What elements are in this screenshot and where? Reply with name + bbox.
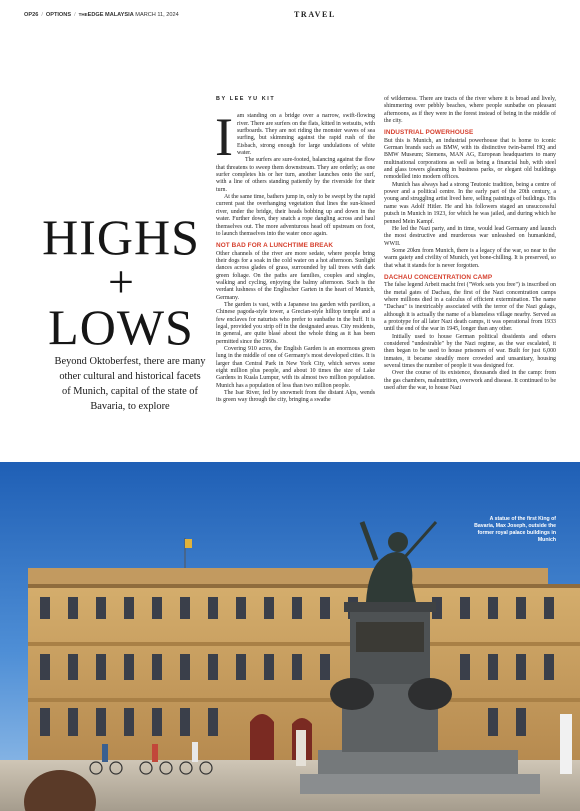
photo-caption: A statue of the first King of Bavaria, Max Joseph, outside the former royal palace buildings in Munich: [474, 516, 556, 543]
article-paragraph: Over the course of its existence, thousands died in the camp: from the gas chambers, malnutrition, overwork and disease. It continued to be used after the war, to house Nazi: [384, 370, 556, 392]
article-paragraph: Munich has always had a strong Teutonic tradition, being a centre of power and a political centre. In the early part of the 20th century, a young and struggling artist lived here, selling paintings of buildings. His name was Adolf Hitler. He and his followers staged an unsuccessful putsch in Munich in 1923, for which he was jailed, and during which he penned Mein Kampf.: [384, 181, 556, 225]
article-paragraph: The surfers are sure-footed, balancing against the flow that threatens to sweep them downstream. They are orderly; as one surfer completes his or her turn, another launches onto the surf, with a line of others standing patiently by the riverside for their turn.: [216, 157, 375, 193]
palace-door: [250, 714, 274, 762]
subheading: NOT BAD FOR A LUNCHTIME BREAK: [216, 242, 334, 250]
article-paragraph: At the same time, bathers jump in, only to be swept by the rapid current past the overhanging vegetation that lines the sun-kissed river, under the bridge, their heads bobbing up and down in the water. Further down, they snatch a rope dangling across and haul themselves out. The more adventurous head off upstream on foot, to launch themselves into the water once again.: [216, 194, 375, 237]
drop-cap: I: [215, 107, 233, 168]
article-paragraph: Iam standing on a bridge over a narrow, swift-flowing river. There are surfers on the flats, kitted in wetsuits, with surfboards. They are not riding the monster waves of sea surfing, but skimming against the rapid rush of the Eisbach, strong enough for large undulations of white water.: [215, 107, 375, 168]
article-paragraph: The false legend Arbeit macht frei ("Work sets you free") is inscribed on the metal gates of Dachau, the first of the Nazi concentration camps where millions died in a calculus of efficient extermination. The name "Dachau" is inextricably associated with the terror of the Nazi gulags, although it is actually the name of a blameless village nearby. Served as a prototype for all later Nazi death camps, it was operational from 1933 until the end of the war in 1945, longer than any other.: [384, 282, 556, 333]
article-paragraph: Some 20km from Munich, there is a legacy of the war, so near to the warm gaiety and civility of Munich, yet bone-chilling. It is preserved, so that what it stands for is never forgotten.: [384, 247, 556, 269]
section-title: TRAVEL: [294, 10, 336, 19]
palace-roofline: [28, 568, 548, 586]
publication-prefix: THE: [78, 12, 88, 17]
article-paragraph: But this is Munich, an industrial powerhouse that is home to iconic German brands such as BMW, with its distinctive twin-barrel HQ and BMW Museum; Siemens, MAN AG, European headquarters to many multinational corporations as well as being a financial hub, with steel and glass towers gleaming in business parks, or elegant old buildings remodelled into modern offices.: [384, 137, 556, 181]
page-number: OP26: [24, 12, 39, 18]
article-paragraph: of wilderness. There are tracts of the river where it is broad and lively, shimmering over pebbly beaches, where people sunbathe on pleasant afternoons, as if they were in the forest instead of being in the middle of the city.: [384, 96, 556, 125]
article-column-1: [216, 96, 375, 405]
standfirst: Beyond Oktoberfest, there are many other cultural and historical facets of Munich, capital of the state of Bavaria, to explore: [54, 356, 206, 412]
article-paragraph: The Isar River, fed by snowmelt from the distant Alps, wends its green way through the city, bringing a swathe: [216, 390, 375, 404]
subheading: INDUSTRIAL POWERHOUSE: [384, 129, 474, 137]
section-label: OPTIONS: [45, 12, 72, 18]
article-paragraph: Initially used to house German political dissidents and others considered "undesirable" by the Nazi regime, as the war escalated, it then began to be used to house prisoners of war. Built for just 6,000 inmates, it became steadily more crowded and unsanitary, housing several times the number of people it was designed for.: [384, 333, 556, 370]
subheading: DACHAU CONCENTRATION CAMP: [384, 273, 493, 281]
page-folio: OP26 / OPTIONS / THEEDGE MALAYSIA MARCH 11, 2024: [24, 12, 179, 18]
hero-photo: [0, 462, 580, 811]
article-paragraph: Covering 910 acres, the English Garden is an enormous green lung in the middle of one of Germany's most developed cities. It is larger than Central Park in New York City, which serves some eight million plus people, and about 10 times the size of Lake Gardens in Kuala Lumpur, with its almost two million population. Munich has a population of less than two million people.: [216, 346, 375, 389]
article-paragraph: Other channels of the river are more sedate, where people bring their dogs for a soak in the cold water on a hot afternoon. Sunlight dances across glades of grass, surrounded by tall trees with dark green foliage. On the paths are families, couples and singles, walking and cycling, enjoying the balmy afternoon. Such is the verdant lushness of the Englischer Garten in the heart of Munich, Germany.: [216, 250, 375, 301]
issue-date: MARCH 11, 2024: [135, 12, 179, 18]
page-header: [24, 10, 564, 24]
article-paragraph: He led the Nazi party, and in time, would lead Germany and launch the most destructive and murderous war unleashed on humankind, WWII.: [384, 225, 556, 247]
publication-name: EDGE MALAYSIA: [87, 12, 134, 18]
headline-plus: +: [108, 256, 134, 307]
article-paragraph: The garden is vast, with a Japanese tea garden with pavilion, a Chinese pagoda-style tower, a Grecian-style hilltop temple and a few enclaves for naturists who prefer to sunbathe in the buff. It is legal, provided you strip off in the designated areas. City residents, in general, are quite blasé about the whole thing as it has been permitted since the 1960s.: [216, 301, 375, 345]
headline: [36, 209, 206, 355]
headline-line-1: HIGHS: [42, 209, 200, 265]
article-column-2: [384, 96, 556, 392]
byline: BY LEE YU KIT: [216, 96, 276, 102]
lion-statue: [330, 678, 374, 710]
headline-line-2: LOWS: [48, 299, 194, 355]
photo-illustration: [0, 462, 580, 811]
